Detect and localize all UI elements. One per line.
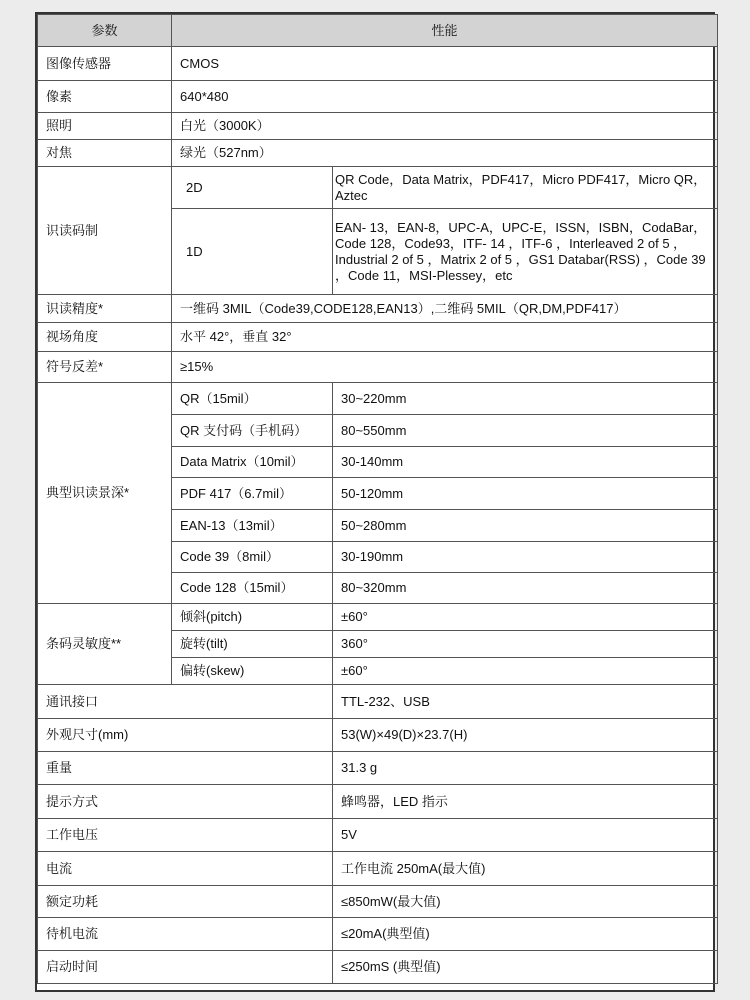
row-weight	[38, 752, 718, 785]
value-standby-current: ≤20mA(典型值)	[333, 918, 718, 951]
row-lighting	[38, 113, 718, 140]
sensitivity-name: 倾斜(pitch)	[172, 604, 333, 631]
sensitivity-value: ±60°	[333, 658, 718, 685]
depth-code: PDF 417（6.7mil）	[172, 478, 333, 510]
symbology-2d-name: 2D	[172, 167, 333, 209]
spec-table	[37, 14, 718, 984]
depth-code: Code 39（8mil）	[172, 542, 333, 573]
label-dimensions: 外观尺寸(mm)	[38, 719, 333, 752]
header-performance: 性能	[172, 15, 718, 47]
label-lighting: 照明	[38, 113, 172, 140]
row-indication	[38, 785, 718, 819]
depth-code: QR（15mil）	[172, 383, 333, 415]
row-focus	[38, 140, 718, 167]
spec-sheet	[35, 12, 715, 992]
depth-range: 80~320mm	[333, 573, 718, 604]
label-interface: 通讯接口	[38, 685, 333, 719]
row-standby-current	[38, 918, 718, 951]
row-pixels	[38, 81, 718, 113]
label-startup-time: 启动时间	[38, 951, 333, 984]
value-voltage: 5V	[333, 819, 718, 852]
depth-range: 80~550mm	[333, 415, 718, 447]
value-precision: 一维码 3MIL（Code39,CODE128,EAN13）,二维码 5MIL（QR,DM,PDF417）	[172, 295, 718, 323]
depth-range: 30-190mm	[333, 542, 718, 573]
value-sensor: CMOS	[172, 47, 718, 81]
header-row	[38, 15, 718, 47]
depth-range: 50~280mm	[333, 510, 718, 542]
value-lighting: 白光（3000K）	[172, 113, 718, 140]
row-field-angle	[38, 323, 718, 352]
label-rated-power: 额定功耗	[38, 886, 333, 918]
row-startup-time	[38, 951, 718, 984]
depth-range: 30~220mm	[333, 383, 718, 415]
value-weight: 31.3 g	[333, 752, 718, 785]
value-indication: 蜂鸣器，LED 指示	[333, 785, 718, 819]
label-voltage: 工作电压	[38, 819, 333, 852]
row-rated-power	[38, 886, 718, 918]
row-dimensions	[38, 719, 718, 752]
symbology-2d-value: QR Code，Data Matrix，PDF417，Micro PDF417，Micro QR，Aztec	[333, 167, 718, 209]
label-contrast: 符号反差*	[38, 352, 172, 383]
row-interface	[38, 685, 718, 719]
sensitivity-row	[38, 604, 718, 631]
value-interface: TTL-232、USB	[333, 685, 718, 719]
value-rated-power: ≤850mW(最大值)	[333, 886, 718, 918]
label-field-angle: 视场角度	[38, 323, 172, 352]
row-symbology-2d	[38, 167, 718, 209]
label-pixels: 像素	[38, 81, 172, 113]
depth-code: Data Matrix（10mil）	[172, 447, 333, 478]
label-depth: 典型识读景深*	[38, 383, 172, 604]
label-sensor: 图像传感器	[38, 47, 172, 81]
label-current: 电流	[38, 852, 333, 886]
sensitivity-value: ±60°	[333, 604, 718, 631]
row-voltage	[38, 819, 718, 852]
sensitivity-name: 偏转(skew)	[172, 658, 333, 685]
row-current	[38, 852, 718, 886]
sensitivity-value: 360°	[333, 631, 718, 658]
label-indication: 提示方式	[38, 785, 333, 819]
value-startup-time: ≤250mS (典型值)	[333, 951, 718, 984]
value-field-angle: 水平 42°，垂直 32°	[172, 323, 718, 352]
value-pixels: 640*480	[172, 81, 718, 113]
row-sensor	[38, 47, 718, 81]
depth-code: Code 128（15mil）	[172, 573, 333, 604]
depth-range: 50-120mm	[333, 478, 718, 510]
symbology-1d-name: 1D	[172, 209, 333, 295]
label-weight: 重量	[38, 752, 333, 785]
value-contrast: ≥15%	[172, 352, 718, 383]
label-symbology: 识读码制	[38, 167, 172, 295]
depth-code: QR 支付码（手机码）	[172, 415, 333, 447]
symbology-1d-value: EAN- 13，EAN-8，UPC-A，UPC-E，ISSN，ISBN，CodaBar，Code 128，Code93，ITF- 14 ，ITF-6 ，Interleaved 2 of 5 ，Industrial 2 of 5 ，Matrix 2 of 5 ，GS1 Databar(RSS) ，Code 39 ，Code 11，MSI-Plessey，etc	[333, 209, 718, 295]
sensitivity-name: 旋转(tilt)	[172, 631, 333, 658]
value-current: 工作电流 250mA(最大值)	[333, 852, 718, 886]
depth-row	[38, 383, 718, 415]
header-param: 参数	[38, 15, 172, 47]
row-contrast	[38, 352, 718, 383]
depth-range: 30-140mm	[333, 447, 718, 478]
label-precision: 识读精度*	[38, 295, 172, 323]
label-standby-current: 待机电流	[38, 918, 333, 951]
value-focus: 绿光（527nm）	[172, 140, 718, 167]
row-precision	[38, 295, 718, 323]
depth-code: EAN-13（13mil）	[172, 510, 333, 542]
label-sensitivity: 条码灵敏度**	[38, 604, 172, 685]
label-focus: 对焦	[38, 140, 172, 167]
value-dimensions: 53(W)×49(D)×23.7(H)	[333, 719, 718, 752]
